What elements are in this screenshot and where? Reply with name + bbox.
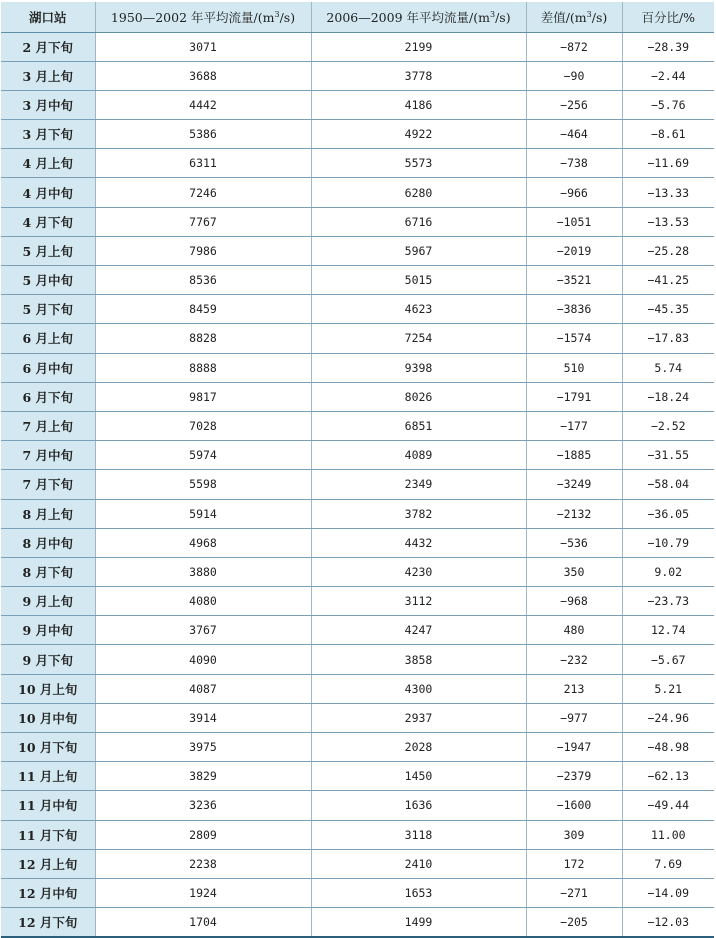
percent-cell: −28.39 [622,32,714,61]
diff-cell: −177 [526,411,622,440]
table-row [1,120,714,149]
avg-2006-2009-cell: 7254 [311,324,526,353]
percent-cell: −49.44 [622,791,714,820]
avg-1950-2002-cell: 3914 [95,703,311,732]
avg-2006-2009-cell: 3112 [311,587,526,616]
diff-cell: −1791 [526,382,622,411]
period-cell: 3 月中旬 [1,90,95,119]
avg-1950-2002-cell: 4090 [95,645,311,674]
avg-2006-2009-cell: 6716 [311,207,526,236]
table-row [1,703,714,732]
header-avg-2006-2009-suffix: /s) [495,9,511,25]
avg-2006-2009-cell: 2349 [311,470,526,499]
diff-cell: −205 [526,908,622,937]
percent-cell: −17.83 [622,324,714,353]
header-diff [526,2,622,32]
diff-cell: −966 [526,178,622,207]
percent-cell: −45.35 [622,295,714,324]
period-cell: 2 月下旬 [1,32,95,61]
period-cell: 7 月上旬 [1,411,95,440]
period-cell: 8 月上旬 [1,499,95,528]
avg-1950-2002-cell: 2809 [95,820,311,849]
period-cell: 4 月下旬 [1,207,95,236]
avg-1950-2002-cell: 4080 [95,587,311,616]
period-cell: 12 月中旬 [1,878,95,907]
percent-cell: 5.21 [622,674,714,703]
avg-2006-2009-cell: 4230 [311,557,526,586]
table-header [1,2,714,32]
table-row [1,645,714,674]
period-cell: 8 月下旬 [1,557,95,586]
table-row [1,411,714,440]
table-row [1,90,714,119]
table-row [1,616,714,645]
table-row [1,499,714,528]
percent-cell: −2.44 [622,61,714,90]
percent-cell: −41.25 [622,266,714,295]
diff-cell: −2379 [526,762,622,791]
header-avg-1950-2002-suffix: /s) [279,9,296,25]
table-row [1,557,714,586]
table-row [1,236,714,265]
avg-1950-2002-cell: 5974 [95,441,311,470]
period-cell: 11 月下旬 [1,820,95,849]
percent-cell: −12.03 [622,908,714,937]
avg-1950-2002-cell: 4442 [95,90,311,119]
period-cell: 6 月上旬 [1,324,95,353]
percent-cell: 5.74 [622,353,714,382]
avg-1950-2002-cell: 4087 [95,674,311,703]
table-row [1,207,714,236]
avg-1950-2002-cell: 4968 [95,528,311,557]
header-station [1,2,95,32]
diff-cell: −1600 [526,791,622,820]
avg-2006-2009-cell: 3118 [311,820,526,849]
diff-cell: 309 [526,820,622,849]
table-row [1,149,714,178]
percent-cell: −23.73 [622,587,714,616]
percent-cell: 7.69 [622,849,714,878]
diff-cell: 480 [526,616,622,645]
period-cell: 6 月下旬 [1,382,95,411]
percent-cell: 9.02 [622,557,714,586]
avg-2006-2009-cell: 5015 [311,266,526,295]
avg-1950-2002-cell: 6311 [95,149,311,178]
avg-2006-2009-cell: 1499 [311,908,526,937]
avg-1950-2002-cell: 5914 [95,499,311,528]
header-avg-2006-2009-prefix: 2006—2009 年平均流量/(m [326,9,490,25]
avg-1950-2002-cell: 7246 [95,178,311,207]
period-cell: 11 月中旬 [1,791,95,820]
percent-cell: −5.67 [622,645,714,674]
diff-cell: −3521 [526,266,622,295]
period-cell: 10 月上旬 [1,674,95,703]
avg-2006-2009-cell: 3782 [311,499,526,528]
avg-2006-2009-cell: 4186 [311,90,526,119]
table-row [1,61,714,90]
table-row [1,528,714,557]
diff-cell: −2132 [526,499,622,528]
diff-cell: 510 [526,353,622,382]
avg-2006-2009-cell: 6851 [311,411,526,440]
diff-cell: −1885 [526,441,622,470]
diff-cell: −1947 [526,733,622,762]
header-row [1,2,714,32]
avg-1950-2002-cell: 1924 [95,878,311,907]
table-row [1,791,714,820]
diff-cell: −464 [526,120,622,149]
avg-1950-2002-cell: 3975 [95,733,311,762]
diff-cell: −256 [526,90,622,119]
avg-2006-2009-cell: 5967 [311,236,526,265]
diff-cell: −738 [526,149,622,178]
period-cell: 9 月上旬 [1,587,95,616]
avg-2006-2009-cell: 4623 [311,295,526,324]
percent-cell: −25.28 [622,236,714,265]
percent-cell: −36.05 [622,499,714,528]
period-cell: 7 月中旬 [1,441,95,470]
diff-cell: −872 [526,32,622,61]
avg-1950-2002-cell: 7986 [95,236,311,265]
avg-2006-2009-cell: 2199 [311,32,526,61]
table-row [1,382,714,411]
avg-1950-2002-cell: 3880 [95,557,311,586]
period-cell: 10 月下旬 [1,733,95,762]
diff-cell: −3836 [526,295,622,324]
avg-1950-2002-cell: 5598 [95,470,311,499]
avg-1950-2002-cell: 3829 [95,762,311,791]
table-row [1,441,714,470]
header-diff-sup: 3 [586,9,592,19]
percent-cell: 11.00 [622,820,714,849]
percent-cell: −10.79 [622,528,714,557]
table-row [1,849,714,878]
header-station-label: 湖口站 [28,9,67,25]
table-body [1,32,714,937]
avg-2006-2009-cell: 1636 [311,791,526,820]
percent-cell: −31.55 [622,441,714,470]
avg-2006-2009-cell: 4922 [311,120,526,149]
period-cell: 12 月下旬 [1,908,95,937]
percent-cell: −5.76 [622,90,714,119]
period-cell: 8 月中旬 [1,528,95,557]
avg-1950-2002-cell: 3236 [95,791,311,820]
avg-1950-2002-cell: 8536 [95,266,311,295]
diff-cell: −3249 [526,470,622,499]
avg-2006-2009-cell: 2937 [311,703,526,732]
table-row [1,324,714,353]
avg-2006-2009-cell: 4432 [311,528,526,557]
table-row [1,587,714,616]
table-row [1,733,714,762]
period-cell: 9 月中旬 [1,616,95,645]
percent-cell: −24.96 [622,703,714,732]
diff-cell: −2019 [526,236,622,265]
table-row [1,878,714,907]
avg-2006-2009-cell: 9398 [311,353,526,382]
avg-2006-2009-cell: 4247 [311,616,526,645]
percent-cell: −13.53 [622,207,714,236]
table-row [1,295,714,324]
header-percent [622,2,714,32]
avg-1950-2002-cell: 8459 [95,295,311,324]
header-diff-suffix: /s) [591,9,608,25]
percent-cell: −13.33 [622,178,714,207]
table-row [1,353,714,382]
percent-cell: −2.52 [622,411,714,440]
table-row [1,178,714,207]
diff-cell: −977 [526,703,622,732]
avg-1950-2002-cell: 7767 [95,207,311,236]
diff-cell: −1574 [526,324,622,353]
percent-cell: −18.24 [622,382,714,411]
header-percent-label: 百分比/% [641,9,696,25]
header-avg-1950-2002-sup: 3 [274,9,280,19]
header-avg-1950-2002-prefix: 1950—2002 年平均流量/(m [110,9,275,25]
diff-cell: −1051 [526,207,622,236]
table-row [1,32,714,61]
percent-cell: −11.69 [622,149,714,178]
avg-2006-2009-cell: 3858 [311,645,526,674]
period-cell: 5 月下旬 [1,295,95,324]
header-avg-2006-2009 [311,2,526,32]
avg-2006-2009-cell: 2410 [311,849,526,878]
period-cell: 4 月中旬 [1,178,95,207]
diff-cell: 172 [526,849,622,878]
period-cell: 5 月中旬 [1,266,95,295]
avg-2006-2009-cell: 3778 [311,61,526,90]
avg-1950-2002-cell: 8888 [95,353,311,382]
table-row [1,674,714,703]
avg-2006-2009-cell: 4089 [311,441,526,470]
avg-2006-2009-cell: 4300 [311,674,526,703]
period-cell: 5 月上旬 [1,236,95,265]
avg-2006-2009-cell: 5573 [311,149,526,178]
avg-2006-2009-cell: 2028 [311,733,526,762]
avg-1950-2002-cell: 3071 [95,32,311,61]
avg-2006-2009-cell: 1653 [311,878,526,907]
period-cell: 7 月下旬 [1,470,95,499]
avg-1950-2002-cell: 8828 [95,324,311,353]
diff-cell: −232 [526,645,622,674]
header-avg-1950-2002 [95,2,311,32]
avg-1950-2002-cell: 9817 [95,382,311,411]
avg-1950-2002-cell: 1704 [95,908,311,937]
period-cell: 11 月上旬 [1,762,95,791]
percent-cell: −8.61 [622,120,714,149]
avg-2006-2009-cell: 8026 [311,382,526,411]
header-diff-prefix: 差值/(m [540,9,587,25]
percent-cell: −48.98 [622,733,714,762]
avg-1950-2002-cell: 2238 [95,849,311,878]
percent-cell: 12.74 [622,616,714,645]
avg-1950-2002-cell: 5386 [95,120,311,149]
period-cell: 12 月上旬 [1,849,95,878]
period-cell: 6 月中旬 [1,353,95,382]
diff-cell: 213 [526,674,622,703]
percent-cell: −14.09 [622,878,714,907]
diff-cell: −968 [526,587,622,616]
table-row [1,762,714,791]
table-row [1,820,714,849]
header-avg-2006-2009-sup: 3 [489,9,496,19]
avg-1950-2002-cell: 3767 [95,616,311,645]
table-row [1,470,714,499]
period-cell: 10 月中旬 [1,703,95,732]
period-cell: 3 月上旬 [1,61,95,90]
table-row [1,908,714,937]
avg-1950-2002-cell: 7028 [95,411,311,440]
period-cell: 9 月下旬 [1,645,95,674]
diff-cell: −90 [526,61,622,90]
avg-2006-2009-cell: 1450 [311,762,526,791]
avg-1950-2002-cell: 3688 [95,61,311,90]
diff-cell: −536 [526,528,622,557]
period-cell: 4 月上旬 [1,149,95,178]
flow-comparison-table [1,2,714,938]
diff-cell: −271 [526,878,622,907]
period-cell: 3 月下旬 [1,120,95,149]
avg-2006-2009-cell: 6280 [311,178,526,207]
percent-cell: −58.04 [622,470,714,499]
table-row [1,266,714,295]
diff-cell: 350 [526,557,622,586]
percent-cell: −62.13 [622,762,714,791]
